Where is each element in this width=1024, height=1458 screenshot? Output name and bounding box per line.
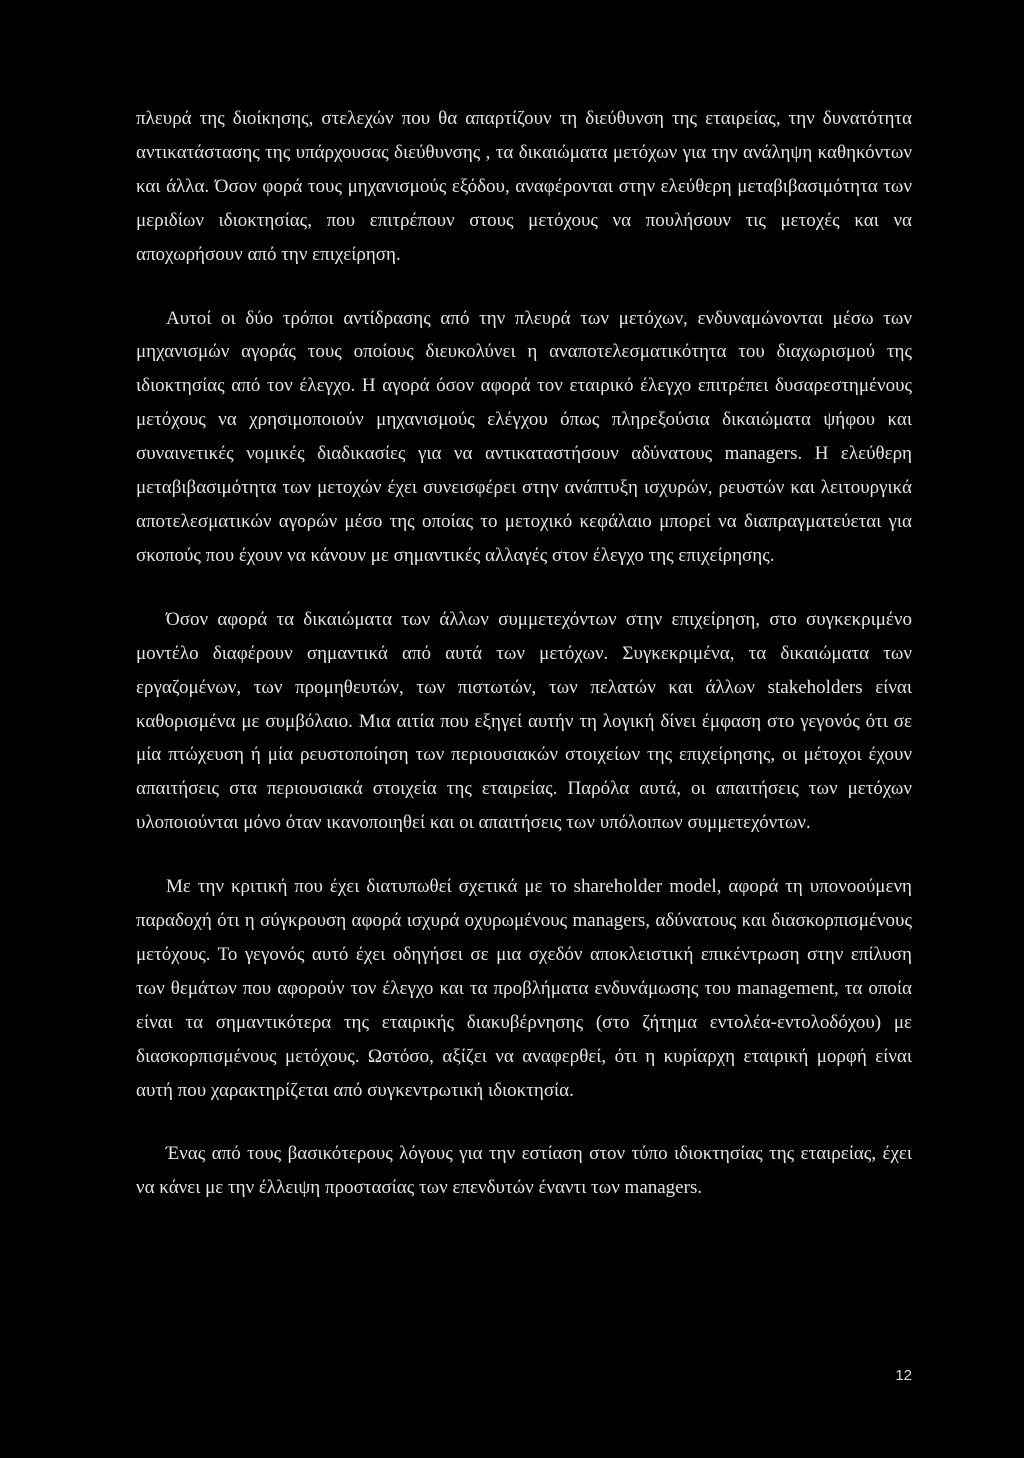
paragraph-4: Με την κριτική που έχει διατυπωθεί σχετικά με το shareholder model, αφορά τη υπονοούμενη παραδοχή ότι η σύγκρουση αφορά ισχυρά οχυρωμένους managers, αδύνατους και διασκορπισμένους μετόχους. Το γεγονός αυτό έχει οδηγήσει σε μια σχεδόν αποκλειστική επικέντρωση στην επίλυση των θεμάτων που αφορούν τον έλεγχο και τα προβλήματα ενδυνάμωσης του management, τα οποία είναι τα σημαντικότερα της εταιρικής διακυβέρνησης (στο ζήτημα εντολέα-εντολοδόχου) με διασκορπισμένους μετόχους. Ωστόσο, αξίζει να αναφερθεί, ότι η κυρίαρχη εταιρική μορφή είναι αυτή που χαρακτηρίζεται από συγκεντρωτική ιδιοκτησία.: [136, 876, 912, 1101]
paragraph-3: Όσον αφορά τα δικαιώματα των άλλων συμμετεχόντων στην επιχείρηση, στο συγκεκριμένο μοντέλο διαφέρουν σημαντικά από αυτά των μετόχων. Συγκεκριμένα, τα δικαιώματα των εργαζομένων, των προμηθευτών, των πιστωτών, των πελατών και άλλων stakeholders είναι καθορισμένα με συμβόλαιο. Μια αιτία που εξηγεί αυτήν τη λογική δίνει έμφαση στο γεγονός ότι σε μία πτώχευση ή μία ρευστοποίηση των περιουσιακών στοιχείων της επιχείρησης, οι μέτοχοι έχουν απαιτήσεις στα περιουσιακά στοιχεία της εταιρείας. Παρόλα αυτά, οι απαιτήσεις των μετόχων υλοποιούνται μόνο όταν ικανοποιηθεί και οι απαιτήσεις των υπόλοιπων συμμετεχόντων.: [136, 608, 912, 834]
paragraph-2: Αυτοί οι δύο τρόποι αντίδρασης από την πλευρά των μετόχων, ενδυναμώνονται μέσω των μηχανισμών αγοράς τους οποίους διευκολύνει η αναποτελεσματικότητα του διαχωρισμού της ιδιοκτησίας από τον έλεγχο. Η αγορά όσον αφορά τον εταιρικό έλεγχο επιτρέπει δυσαρεστημένους μετόχους να χρησιμοποιούν μηχανισμούς ελέγχου όπως πληρεξούσια δικαιώματα ψήφου και συναινετικές νομικές διαδικασίες για να αντικαταστήσουν αδύνατους managers. Η ελεύθερη μεταβιβασιμότητα των μετοχών έχει συνεισφέρει στην ανάπτυξη ισχυρών, ρευστών και λειτουργικά αποτελεσματικών αγορών μέσο της οποίας το μετοχικό κεφάλαιο μπορεί να διαπραγματεύεται για σκοπούς που έχουν να κάνουν με σημαντικές αλλαγές στον έλεγχο της επιχείρησης.: [136, 307, 912, 566]
paragraph-5: Ένας από τους βασικότερους λόγους για την εστίαση στον τύπο ιδιοκτησίας της εταιρείας, έχει να κάνει με την έλλειψη προστασίας των επενδυτών έναντι των managers.: [136, 1143, 912, 1199]
page-number: 12: [895, 1367, 912, 1384]
paragraph-1: πλευρά της διοίκησης, στελεχών που θα απαρτίζουν τη διεύθυνση της εταιρείας, την δυνατότητα αντικατάστασης της υπάρχουσας διεύθυνσης , τα δικαιώματα μετόχων για την ανάληψη καθηκόντων και άλλα. Όσον φορά τους μηχανισμούς εξόδου, αναφέρονται στην ελεύθερη μεταβιβασιμότητα των μεριδίων ιδιοκτησίας, που επιτρέπουν στους μετόχους να πουλήσουν τις μετοχές και να αποχωρήσουν από την επιχείρηση.: [136, 108, 912, 265]
document-page: [136, 102, 912, 1205]
